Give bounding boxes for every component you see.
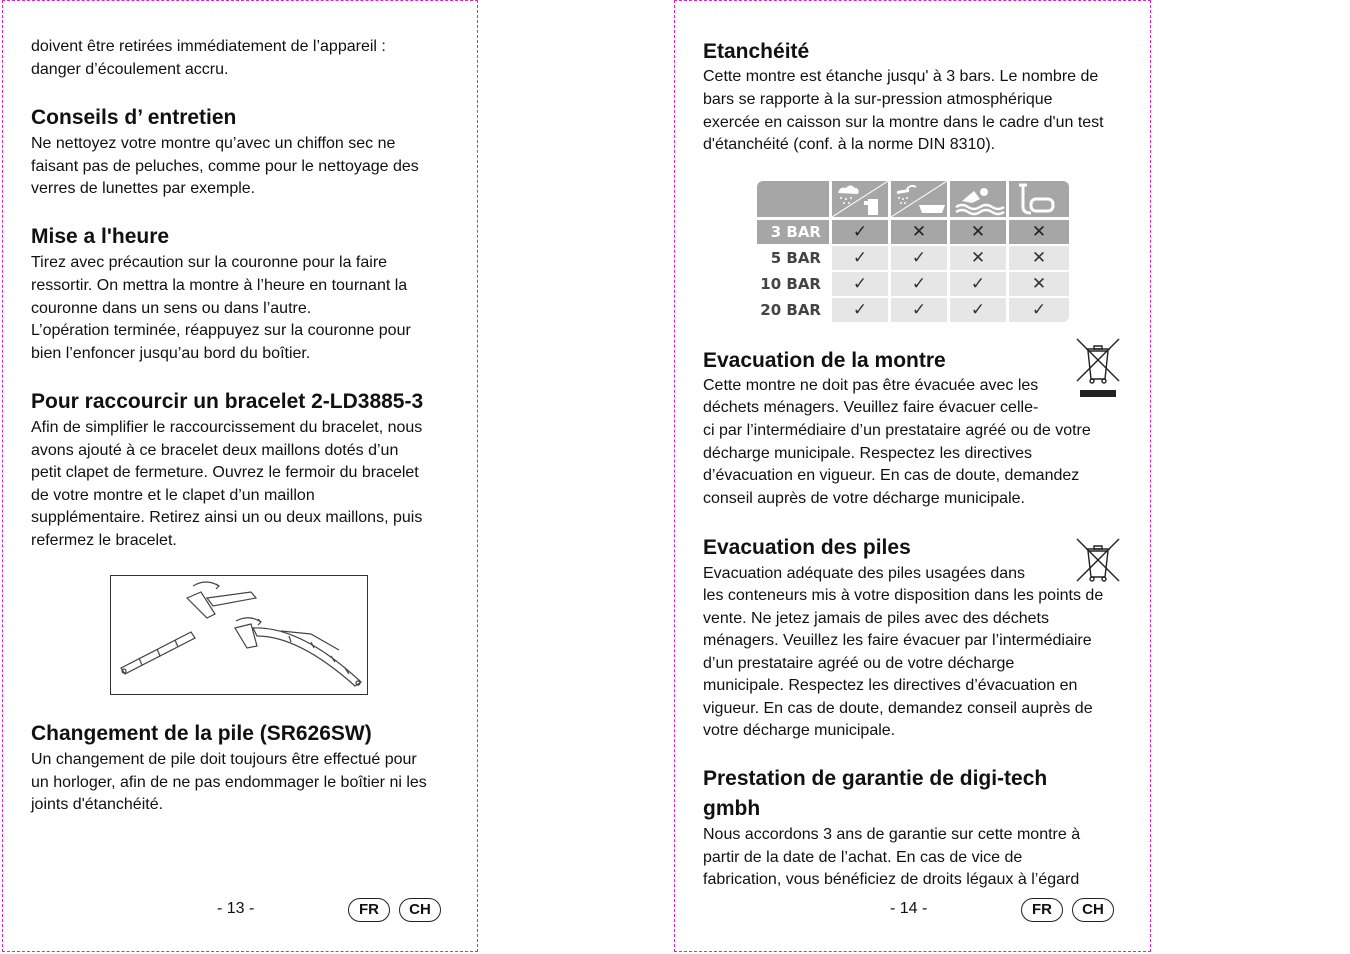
check-icon: ✓	[950, 298, 1006, 322]
text-line: supplémentaire. Retirez ainsi un ou deux maillons, puis	[31, 509, 423, 526]
page-number: - 13 -	[217, 900, 255, 917]
text-line: vente. Ne jetez jamais de piles avec des déchets	[703, 610, 1049, 627]
swimming-icon	[950, 181, 1006, 217]
heading-etancheite: Etanchéité	[703, 40, 810, 63]
cross-icon: ✕	[950, 246, 1006, 270]
page-number: - 14 -	[890, 900, 928, 917]
text-line: ménagers. Veuillez les faire évacuer par l’intermédiaire	[703, 632, 1092, 649]
text-line: décharge municipale. Respectez les directives	[703, 445, 1033, 462]
text-line: bars se rapporte à la sur-pression atmosphérique	[703, 91, 1053, 108]
text-line: avons ajouté à ce bracelet deux maillons dotés d’un	[31, 442, 399, 459]
text-line: Ne nettoyez votre montre qu’avec un chiffon sec ne	[31, 135, 396, 152]
table-header-blank	[757, 181, 829, 217]
text-line: les conteneurs mis à votre disposition dans les points de	[703, 587, 1104, 604]
check-icon: ✓	[891, 272, 947, 296]
cross-icon: ✕	[891, 220, 947, 244]
right-page	[674, 0, 1151, 952]
check-icon: ✓	[832, 298, 888, 322]
text-line: ci par l’intermédiaire d’un prestataire agréé ou de votre	[703, 422, 1091, 439]
text-line: partir de la date de l’achat. En cas de vice de	[703, 849, 1023, 866]
text-line: Un changement de pile doit toujours être effectué pour	[31, 751, 417, 768]
crossed-bin-small-icon	[1075, 537, 1121, 588]
rain-icon	[832, 181, 888, 217]
heading-entretien: Conseils d’ entretien	[31, 106, 237, 129]
text-line: exercée en caisson sur la montre dans le cadre d'un test	[703, 114, 1104, 131]
cross-icon: ✕	[950, 220, 1006, 244]
text-line: L’opération terminée, réappuyez sur la couronne pour	[31, 322, 411, 339]
text-line: votre décharge municipale.	[703, 722, 896, 739]
bracelet-illustration	[110, 575, 368, 695]
row-label: 10 BAR	[760, 275, 821, 293]
shower-icon	[891, 181, 947, 217]
intro-line: danger d’écoulement accru.	[31, 61, 229, 78]
text-line: d’évacuation en vigueur. En cas de doute, demandez	[703, 467, 1080, 484]
check-icon: ✓	[891, 298, 947, 322]
heading-heure: Mise a l'heure	[31, 225, 170, 248]
text-line: petit clapet de fermeture. Ouvrez le fermoir du bracelet	[31, 464, 419, 481]
text-line: fabrication, vous bénéficiez de droits légaux à l’égard	[703, 871, 1080, 888]
text-line: conseil auprès de votre décharge municipale.	[703, 490, 1025, 507]
text-line: couronne dans un sens ou dans l’autre.	[31, 300, 312, 317]
text-line: d’un prestataire agréé ou de votre décharge	[703, 655, 1015, 672]
snorkel-icon	[1009, 181, 1069, 217]
row-label: 20 BAR	[760, 301, 821, 319]
cross-icon: ✕	[1009, 246, 1069, 270]
heading-bracelet: Pour raccourcir un bracelet 2-LD3885-3	[31, 390, 424, 413]
text-line: vigueur. En cas de doute, demandez conseil auprès de	[703, 700, 1093, 717]
cross-icon: ✕	[1009, 272, 1069, 296]
text-line: de votre montre et le clapet d’un maillon	[31, 487, 315, 504]
left-page	[2, 0, 478, 952]
badge-ch: CH	[1072, 898, 1114, 922]
text-line: refermez le bracelet.	[31, 532, 177, 549]
heading-evacuation-piles: Evacuation des piles	[703, 536, 911, 559]
text-line: faisant pas de peluches, comme pour le nettoyage des	[31, 158, 419, 175]
heading-pile: Changement de la pile (SR626SW)	[31, 722, 372, 745]
intro-line: doivent être retirées immédiatement de l’appareil :	[31, 38, 386, 55]
text-line: un horloger, afin de ne pas endommager le boîtier ni les	[31, 774, 427, 791]
badge-ch: CH	[399, 898, 441, 922]
text-line: Tirez avec précaution sur la couronne pour la faire	[31, 254, 388, 271]
text-line: Cette montre ne doit pas être évacuée avec les	[703, 377, 1039, 394]
text-line: d'étanchéité (conf. à la norme DIN 8310).	[703, 136, 996, 153]
badge-fr: FR	[1021, 898, 1063, 922]
check-icon: ✓	[891, 246, 947, 270]
text-line: municipale. Respectez les directives d’évacuation en	[703, 677, 1078, 694]
text-line: Afin de simplifier le raccourcissement du bracelet, nous	[31, 419, 423, 436]
text-line: Evacuation adéquate des piles usagées dans	[703, 565, 1026, 582]
check-icon: ✓	[832, 246, 888, 270]
text-line: Cette montre est étanche jusqu' à 3 bars. Le nombre de	[703, 68, 1099, 85]
text-line: Nous accordons 3 ans de garantie sur cette montre à	[703, 826, 1081, 843]
check-icon: ✓	[832, 220, 888, 244]
row-label: 3 BAR	[757, 220, 829, 244]
cross-icon: ✕	[1009, 220, 1069, 244]
text-line: joints d'étanchéité.	[31, 796, 164, 813]
crossed-bin-icon	[1075, 337, 1121, 406]
heading-garantie-cont: gmbh	[703, 797, 761, 820]
text-line: verres de lunettes par exemple.	[31, 180, 256, 197]
check-icon: ✓	[1009, 298, 1069, 322]
text-line: ressortir. On mettra la montre à l’heure en tournant la	[31, 277, 408, 294]
badge-fr: FR	[348, 898, 390, 922]
heading-evacuation-montre: Evacuation de la montre	[703, 349, 946, 372]
text-line: bien l’enfoncer jusqu’au bord du boîtier.	[31, 345, 311, 362]
row-label: 5 BAR	[770, 249, 821, 267]
check-icon: ✓	[950, 272, 1006, 296]
text-line: déchets ménagers. Veuillez faire évacuer celle-	[703, 399, 1039, 416]
bracelet-links-icon	[111, 576, 367, 694]
heading-garantie: Prestation de garantie de digi-tech	[703, 767, 1048, 790]
check-icon: ✓	[832, 272, 888, 296]
